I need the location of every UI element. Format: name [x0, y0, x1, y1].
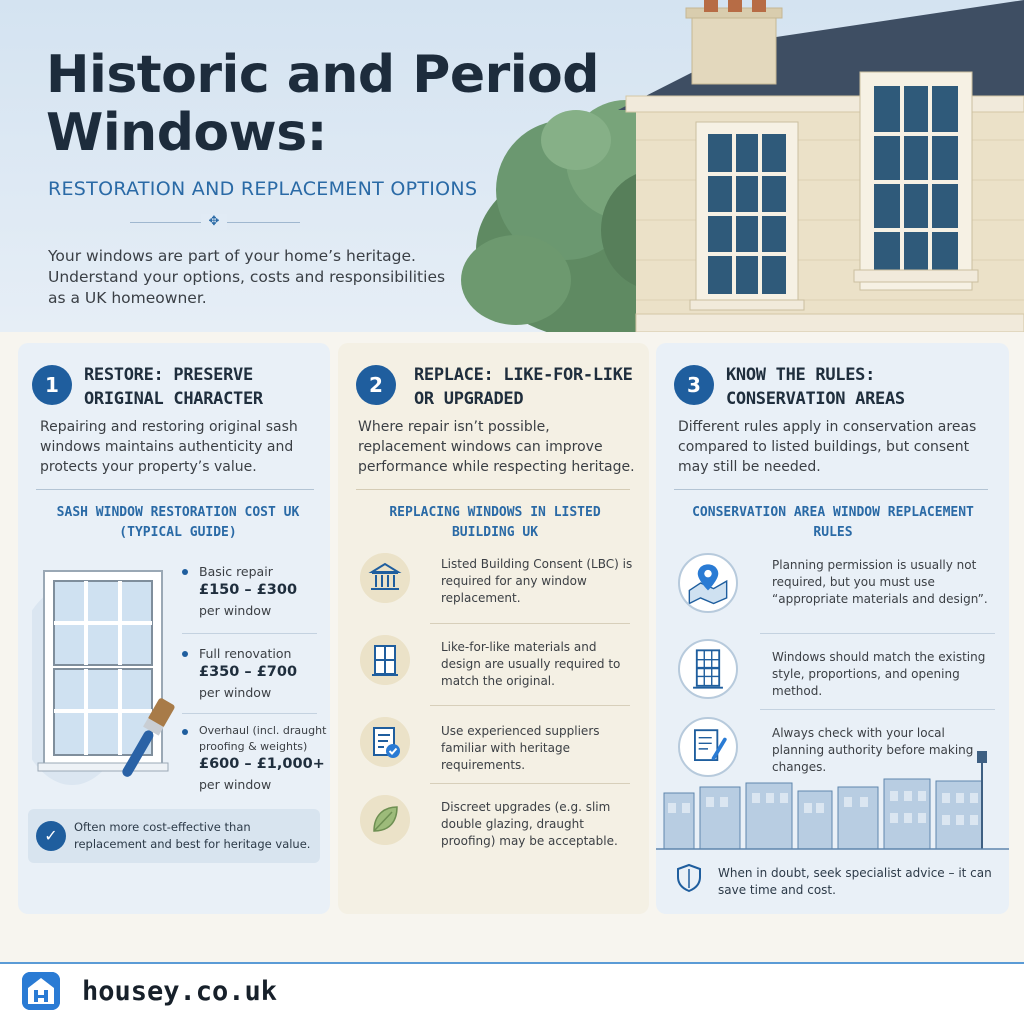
- divider: [760, 633, 995, 634]
- footer: [0, 964, 1024, 1024]
- ornament-icon: ✥: [201, 214, 227, 230]
- divider: [182, 713, 317, 714]
- step-number-2: 2: [356, 365, 396, 405]
- window-icon: [360, 635, 410, 685]
- cost-price: £150 – £300: [199, 582, 298, 598]
- map-pin-icon: [678, 553, 738, 613]
- divider: [430, 783, 630, 784]
- divider: [356, 489, 630, 490]
- cost-label: Full renovation: [199, 646, 292, 661]
- page-subtitle: RESTORATION AND REPLACEMENT OPTIONS: [48, 178, 478, 200]
- period-house-illustration: [456, 0, 1024, 332]
- divider: [674, 489, 988, 490]
- rule-text-style: Windows should match the existing style, proportions, and opening method.: [772, 650, 986, 698]
- rule-text-authority: Always check with your local planning authority before making changes.: [772, 726, 974, 774]
- restore-card: [18, 343, 330, 914]
- listed-building-title: REPLACING WINDOWS IN LISTED BUILDING UK: [389, 505, 601, 540]
- divider: [430, 705, 630, 706]
- bullet: [182, 569, 188, 575]
- cost-label: Basic repair: [199, 564, 273, 579]
- step-number-3: 3: [674, 365, 714, 405]
- sash-window-icon: [678, 639, 738, 699]
- hero-intro: Your windows are part of your home’s heritage. Understand your options, costs and responsibilities as a UK homeowner.: [48, 247, 446, 307]
- cost-price: £350 – £700: [199, 664, 298, 680]
- divider: [36, 489, 314, 490]
- conservation-street-illustration: [656, 741, 1009, 853]
- sash-window-paintbrush-icon: [32, 565, 182, 787]
- restore-title: RESTORE: PRESERVE ORIGINAL CHARACTER: [84, 365, 263, 409]
- rules-description: Different rules apply in conservation areas compared to listed buildings, but consent may still be needed.: [678, 419, 977, 475]
- checklist-icon: [360, 717, 410, 767]
- req-text-materials: Like-for-like materials and design are usually required to match the original.: [441, 640, 621, 688]
- replace-title: REPLACE: LIKE-FOR-LIKE OR UPGRADED: [414, 365, 633, 409]
- rules-title: KNOW THE RULES: CONSERVATION AREAS: [726, 365, 905, 409]
- rules-card: [656, 343, 1009, 914]
- cost-price: £600 – £1,000+: [199, 756, 325, 772]
- restore-description: Repairing and restoring original sash windows maintains authenticity and protects your property’s value.: [40, 419, 298, 475]
- cost-unit: per window: [199, 777, 272, 792]
- brand-name: housey.co.uk: [82, 976, 278, 1007]
- bullet: [182, 651, 188, 657]
- divider: [760, 709, 995, 710]
- req-text-lbc: Listed Building Consent (LBC) is required for any window replacement.: [441, 557, 633, 605]
- specialist-advice-text: When in doubt, seek specialist advice – it can save time and cost.: [718, 866, 992, 897]
- cost-label: Overhaul (incl. draught proofing & weights): [199, 724, 327, 753]
- restore-note: [28, 809, 320, 863]
- rule-text-planning: Planning permission is usually not required, but you must use “appropriate materials and design”.: [772, 558, 988, 606]
- bullet: [182, 729, 188, 735]
- replace-description: Where repair isn’t possible, replacement windows can improve performance while respecting heritage.: [358, 419, 635, 475]
- step-number-1: 1: [32, 365, 72, 405]
- page-title: Historic and Period Windows:: [46, 45, 600, 163]
- restore-note-text: Often more cost-effective than replacement and best for heritage value.: [74, 820, 311, 851]
- building-icon: [360, 553, 410, 603]
- replace-card: [338, 343, 649, 914]
- divider: [430, 623, 630, 624]
- req-text-suppliers: Use experienced suppliers familiar with heritage requirements.: [441, 724, 600, 772]
- check-icon: ✓: [36, 821, 66, 851]
- conservation-rules-title: CONSERVATION AREA WINDOW REPLACEMENT RULES: [692, 505, 974, 540]
- shield-icon: [676, 863, 702, 893]
- cost-unit: per window: [199, 603, 272, 618]
- housey-logo-icon: [22, 972, 60, 1010]
- req-text-upgrades: Discreet upgrades (e.g. slim double glazing, draught proofing) may be acceptable.: [441, 800, 618, 848]
- restoration-cost-title: SASH WINDOW RESTORATION COST UK (TYPICAL GUIDE): [56, 505, 300, 540]
- leaf-icon: [360, 795, 410, 845]
- hero-section: [0, 0, 1024, 332]
- divider: [182, 633, 317, 634]
- cost-unit: per window: [199, 685, 272, 700]
